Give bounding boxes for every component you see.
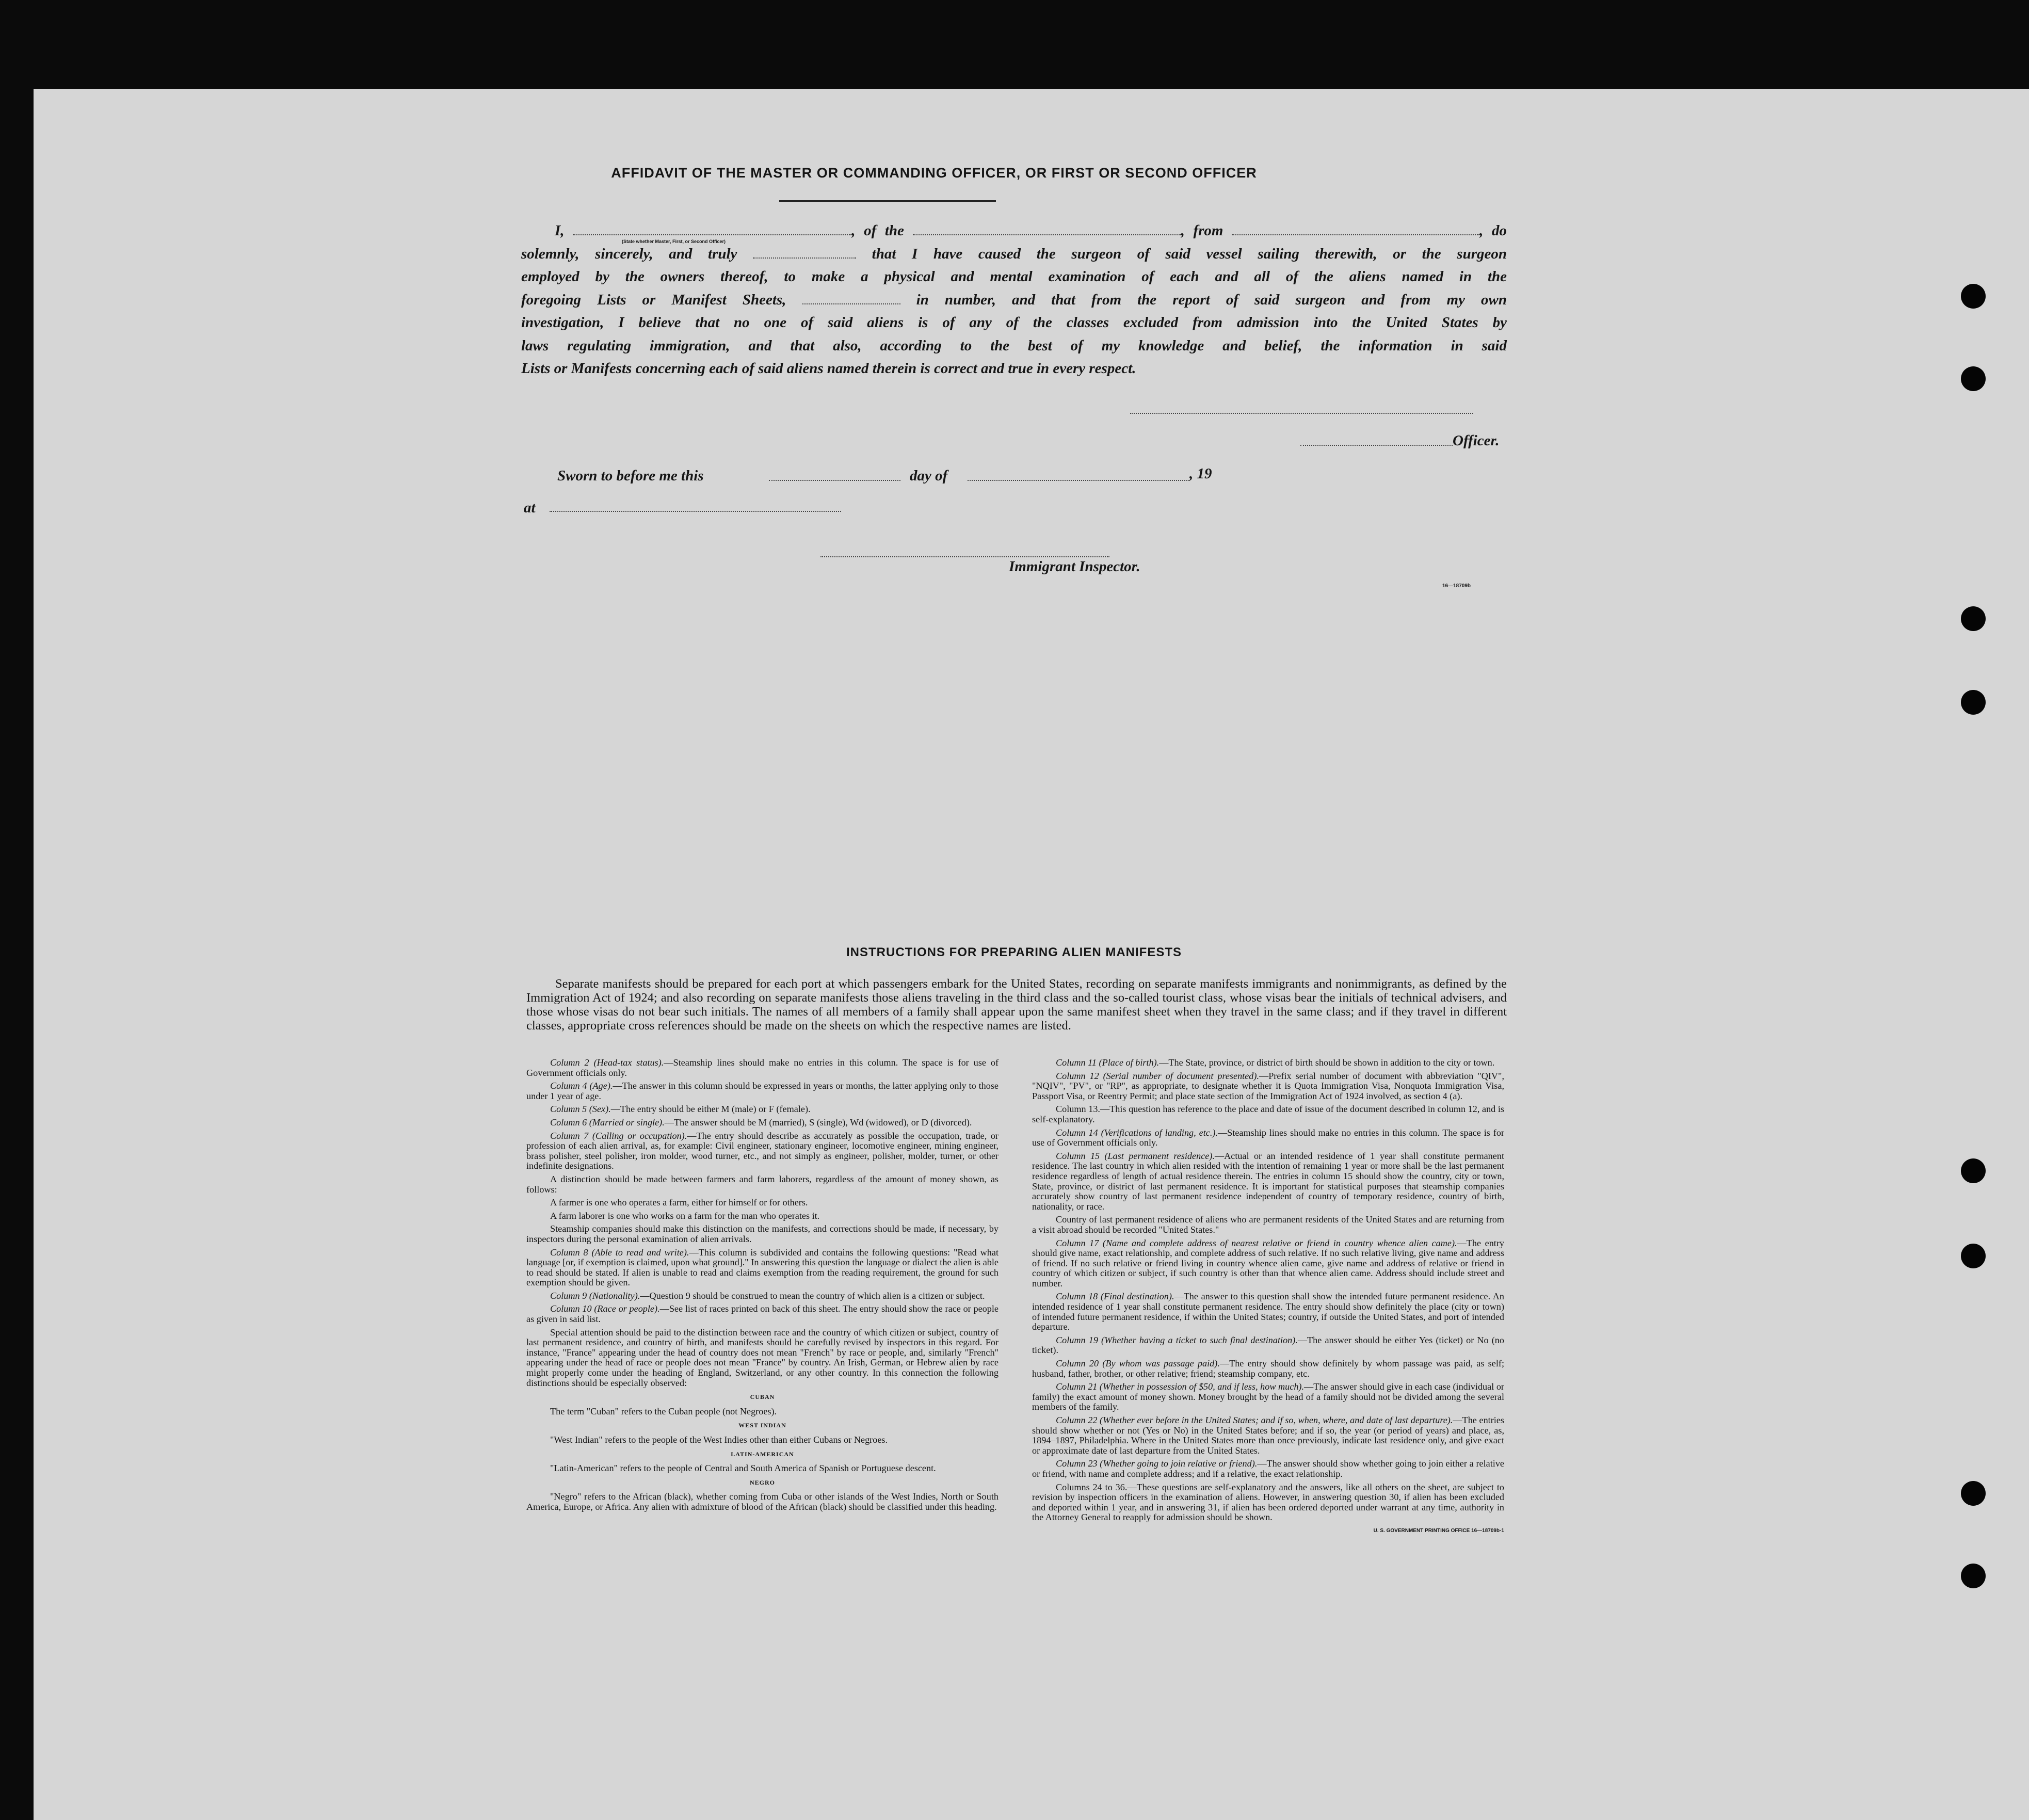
- affidavit-line-5: investigation, I believe that no one of said aliens is of any of the classes excluded from admission into the United States by: [521, 314, 1507, 331]
- latin-american-heading: LATIN-AMERICAN: [731, 1450, 794, 1458]
- col15-instruction: Column 15 (Last permanent residence).—Actual or an intended residence of 1 year shall constitute permanent residence. The last country in which alien resided with the intention of remaining 1 year or more shall be the last permanent residence regardless of length of actual residence therein. The entries in column 15 should show the country, city or town, State, province, or district of last permanent residence. It is important for statistical purposes that steamship companies accurately show country of last permanent residence independent of country of temporary residence, country of birth, nationality, or race.: [1032, 1150, 1504, 1212]
- distinction-paragraph: A distinction should be made between farmers and farm laborers, regardless of the amount of money shown, as follows:: [526, 1173, 999, 1195]
- punch-hole: [1961, 284, 1986, 309]
- col10-instruction: Column 10 (Race or people).—See list of races printed on back of this sheet. The entry should show the race or people as given in said list.: [526, 1303, 999, 1325]
- instructions-right-column: [1032, 1058, 1504, 1539]
- col6-instruction: Column 6 (Married or single).—The answer should be M (married), S (single), Wd (widowed), or D (divorced).: [550, 1117, 972, 1128]
- col24-36-instruction: Columns 24 to 36.—These questions are self-explanatory and the answers, like all others on the sheet, are subject to revision by inspection officers in the examination of aliens. However, in answering question 30, if alien has been excluded and deported within 1 year, and in answering 31, if alien has been ordered deported under warrant at any time, authority in the Attorney General to reapply for admission should be shown.: [1032, 1481, 1504, 1523]
- col4-instruction: Column 4 (Age).—The answer in this column should be expressed in years or months, the latter applying only to those under 1 year of age.: [526, 1081, 999, 1101]
- affidavit-line-7: Lists or Manifests concerning each of said aliens named therein is correct and true in every respect.: [521, 360, 1136, 377]
- punch-hole: [1961, 366, 1986, 391]
- col11-instruction: Column 11 (Place of birth).—The State, province, or district of birth should be shown in addition to the city or town.: [1056, 1057, 1495, 1068]
- col5-instruction: Column 5 (Sex).—The entry should be either M (male) or F (female).: [550, 1104, 811, 1115]
- cuban-heading: CUBAN: [750, 1393, 775, 1401]
- punch-hole: [1961, 1481, 1986, 1506]
- punch-hole: [1961, 1158, 1986, 1183]
- sworn-place-field[interactable]: [550, 511, 841, 512]
- farm-laborer-paragraph: A farm laborer is one who works on a farm for the man who operates it.: [550, 1210, 820, 1221]
- day-of-label: day of: [910, 468, 948, 484]
- punch-hole: [1961, 1564, 1986, 1588]
- vessel-name-field[interactable]: [913, 221, 1181, 235]
- west-indian-paragraph: "West Indian" refers to the people of the West Indies other than either Cubans or Negroes.: [550, 1435, 888, 1445]
- punch-hole: [1961, 690, 1986, 715]
- col23-instruction: Column 23 (Whether going to join relative or friend).—The answer should show whether going to join either a relative or friend, with name and complete address; and if a relative, the exact relationship.: [1032, 1458, 1504, 1479]
- sworn-day-field[interactable]: [769, 480, 900, 481]
- col18-instruction: Column 18 (Final destination).—The answer to this question shall show the intended future permanent residence. An intended residence of 1 year shall constitute permanent residence. The entry should show definitely the place (city or town) of intended future permanent residence, if within the United States; country, if outside the United States, and port of intended departure.: [1032, 1291, 1504, 1332]
- col19-instruction: Column 19 (Whether having a ticket to such final destination).—The answer should be either Yes (ticket) or No (no ticket).: [1032, 1334, 1504, 1356]
- year-label: , 19: [1189, 465, 1212, 482]
- col17-instruction: Column 17 (Name and complete address of nearest relative or friend in country whence alien came).—The entry should give name, exact relationship, and complete address of such relative. If no such relative living, give name and address of friend. If no such relative or friend living in country whence alien came, give name and address of relative or friend in country of which citizen or subject, if such country is other than that whence alien came. Address should include street and number.: [1032, 1237, 1504, 1289]
- inspector-label: Immigrant Inspector.: [1009, 558, 1140, 575]
- instructions-left-column: [526, 1058, 999, 1516]
- officer-signature-line-2[interactable]: [1300, 445, 1453, 446]
- oath-field[interactable]: [753, 245, 856, 259]
- col9-instruction: Column 9 (Nationality).—Question 9 should be construed to mean the country of which alien is a citizen or subject.: [550, 1290, 985, 1301]
- negro-paragraph: "Negro" refers to the African (black), whether coming from Cuba or other islands of the West Indies, North or South America, Europe, or Africa. Any alien with admixture of blood of the African (black) should be classified under this heading.: [526, 1491, 999, 1512]
- punch-hole: [1961, 1244, 1986, 1268]
- from-port-field[interactable]: [1232, 221, 1479, 235]
- col12-instruction: Column 12 (Serial number of document presented).—Prefix serial number of document with abbreviation "QIV", "NQIV", "PV", or "RP", as appropriate, to designate whether it is Quota Immigration Visa, Nonquota Immigration Visa, Passport Visa, or Reentry Permit; and place state section of the Immigration Act of 1924 involved, as section 4 (a).: [1032, 1070, 1505, 1101]
- affidavit-title: AFFIDAVIT OF THE MASTER OR COMMANDING OFFICER, OR FIRST OR SECOND OFFICER: [611, 165, 1257, 181]
- affidavit-line-2: solemnly, sincerely, and truly that I have caused the surgeon of said vessel sailing therewith, or the surgeon: [521, 245, 1507, 262]
- col8-instruction: Column 8 (Able to read and write).—This column is subdivided and contains the following questions: "Read what language [or, if exemption is claimed, upon what ground]." In answering this question the language or dialect the alien is able to read should be stated. If alien is unable to read and claims exemption from the reading requirement, the ground for such exemption should be given.: [526, 1247, 999, 1288]
- officer-signature-line-1[interactable]: [1130, 413, 1473, 414]
- col22-instruction: Column 22 (Whether ever before in the United States; and if so, when, where, and date of last departure).—The entries should show whether or not (Yes or No) in the United States before; and if so, the year (or period of years) and place, as, 1894–1897, Philadelphia. Where in the United States more than once previously, indicate last residence only, and give exact or approximate date of last departure from the United States.: [1032, 1415, 1504, 1456]
- sworn-label: Sworn to before me this: [557, 468, 704, 484]
- officer-label: Officer.: [1453, 432, 1500, 449]
- officer-rank-field[interactable]: [573, 221, 851, 235]
- steamship-paragraph: Steamship companies should make this distinction on the manifests, and corrections should be made, if necessary, by inspectors during the personal examination of alien arrivals.: [526, 1223, 999, 1244]
- instructions-title: INSTRUCTIONS FOR PREPARING ALIEN MANIFESTS: [846, 945, 1182, 959]
- printing-office-footer: U. S. GOVERNMENT PRINTING OFFICE 16—18709b-1: [1373, 1527, 1504, 1534]
- affidavit-line-1: I, , of the , from , do: [555, 222, 1507, 239]
- west-indian-heading: WEST INDIAN: [738, 1422, 786, 1429]
- sworn-month-field[interactable]: [968, 480, 1189, 481]
- farmer-paragraph: A farmer is one who operates a farm, either for himself or for others.: [550, 1197, 808, 1208]
- latin-american-paragraph: "Latin-American" refers to the people of Central and South America of Spanish or Portuguese descent.: [550, 1463, 936, 1474]
- cuban-paragraph: The term "Cuban" refers to the Cuban people (not Negroes).: [550, 1406, 777, 1416]
- instructions-intro: Separate manifests should be prepared for each port at which passengers embark for the United States, recording on separate manifests immigrants and nonimmigrants, as defined by the Immigration Act of 1924; and also recording on separate manifests those aliens traveling in the third class and the so-called tourist class, whose visas bear the initials of technical advisers, and those whose visas do not bear such initials. The names of all members of a family shall appear upon the same manifest sheet when they travel in the same class; and if they travel in different classes, appropriate cross references should be made on the sheets on which the respective names are listed.: [526, 977, 1507, 1033]
- affidavit-line-4: foregoing Lists or Manifest Sheets, in number, and that from the report of said surgeon and from my own: [521, 291, 1507, 308]
- col21-instruction: Column 21 (Whether in possession of $50, and if less, how much).—The answer should give in each case (individual or family) the exact amount of money shown. Money brought by the head of a family should not be divided among the several members of the family.: [1032, 1381, 1504, 1412]
- punch-hole: [1961, 606, 1986, 631]
- col20-instruction: Column 20 (By whom was passage paid).—The entry should show definitely by whom passage was paid, as self; husband, father, brother, or other relative; friend; steamship company, etc.: [1032, 1358, 1505, 1379]
- col2-instruction: Column 2 (Head-tax status).—Steamship lines should make no entries in this column. The space is for use of Government officials only.: [526, 1057, 999, 1078]
- at-label: at: [524, 500, 536, 516]
- rank-note: (State whether Master, First, or Second Officer): [622, 239, 726, 244]
- title-underline: [779, 200, 996, 202]
- affidavit-line-3: employed by the owners thereof, to make a physical and mental examination of each and all of the aliens named in the: [521, 268, 1507, 285]
- form-number: 16—18709b: [1442, 583, 1471, 589]
- sheet-count-field[interactable]: [802, 291, 900, 304]
- affidavit-line-6: laws regulating immigration, and that also, according to the best of my knowledge and belief, the information in said: [521, 337, 1507, 354]
- country-residence-paragraph: Country of last permanent residence of aliens who are permanent residents of the United States and are returning from a visit abroad should be recorded "United States.": [1032, 1214, 1504, 1235]
- col13-instruction: Column 13.—This question has reference to the place and date of issue of the document described in column 12, and is self-explanatory.: [1032, 1104, 1504, 1124]
- negro-heading: NEGRO: [749, 1478, 775, 1486]
- special-attention-paragraph: Special attention should be paid to the distinction between race and the country of which citizen or subject, country of last permanent residence, and country of birth, and manifests should be carefully revised by inspectors in this regard. For instance, "France" appearing under the head of country does not mean "French" by race or people, and, similarly "French" appearing under the head of race or people does not mean "France" by country. An Irish, German, or Hebrew alien by race might properly come under the heading of England, Switzerland, or any other country. In this connection the following distinctions should be especially observed:: [526, 1327, 999, 1388]
- col7-instruction: Column 7 (Calling or occupation).—The entry should describe as accurately as possible the occupation, trade, or profession of each alien arrival, as, for example: Civil engineer, stationary engineer, locomotive engineer, mining engineer, brass polisher, steel polisher, iron molder, wood turner, etc., and not simply as engineer, polisher, molder, turner, or other indefinite designations.: [526, 1130, 999, 1171]
- inspector-signature-line[interactable]: [820, 556, 1109, 557]
- col14-instruction: Column 14 (Verifications of landing, etc.).—Steamship lines should make no entries in this column. The space is for use of Government officials only.: [1032, 1127, 1504, 1148]
